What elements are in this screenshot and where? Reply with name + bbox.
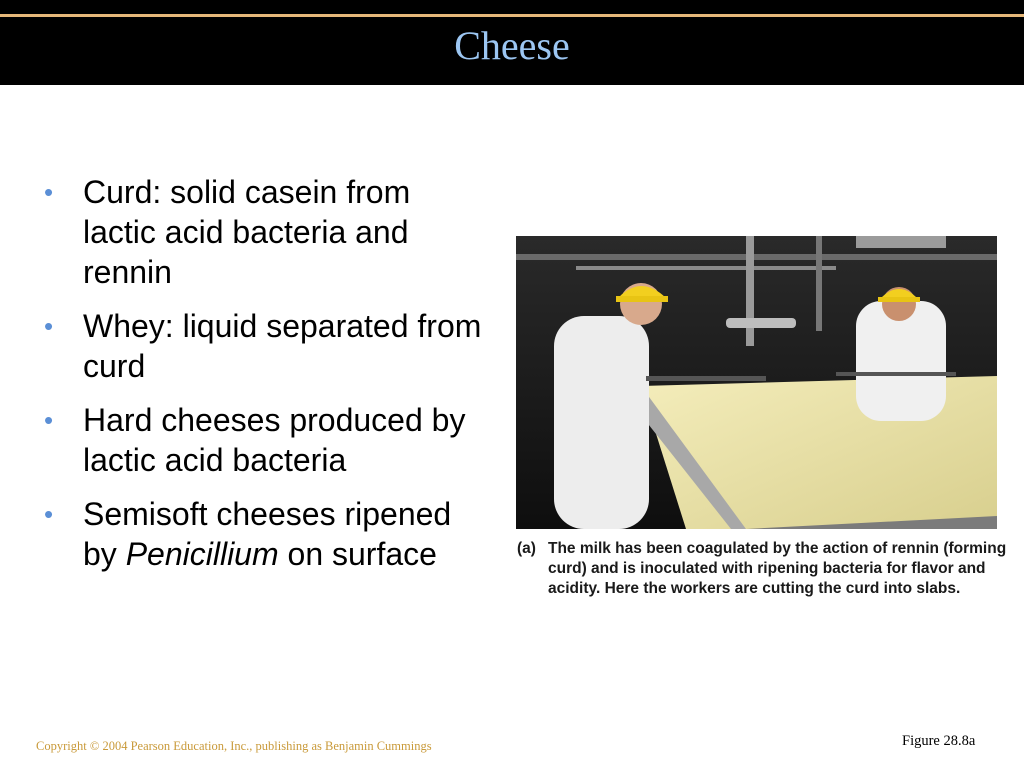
bullet-text-start: Semisoft cheeses ripened by	[83, 496, 452, 572]
cheese-vat-photo	[516, 236, 997, 529]
bullet-list	[42, 172, 482, 588]
title-accent-rule	[0, 14, 1024, 17]
bullet-item	[42, 494, 482, 574]
bullet-dot-icon: •	[44, 499, 54, 529]
bullet-item	[42, 306, 482, 386]
bullet-text: Curd: solid casein from lactic acid bacteria and rennin	[83, 174, 411, 290]
bullet-text: Whey: liquid separated from curd	[83, 308, 482, 384]
title-bar	[0, 0, 1024, 85]
caption-tag: (a)	[517, 540, 536, 557]
bullet-dot-icon: •	[44, 311, 54, 341]
bullet-text-italic: Penicillium	[125, 536, 279, 572]
slide-title: Cheese	[454, 23, 570, 68]
bullet-item	[42, 400, 482, 480]
bullet-text: Hard cheeses produced by lactic acid bacteria	[83, 402, 466, 478]
bullet-text-end: on surface	[278, 536, 437, 572]
figure-caption	[517, 539, 1012, 599]
copyright-notice: Copyright © 2004 Pearson Education, Inc., publishing as Benjamin Cummings	[36, 739, 432, 753]
figure-reference: Figure 28.8a	[902, 733, 976, 749]
caption-text: The milk has been coagulated by the action of rennin (forming curd) and is inoculated with ripening bacteria for flavor and acidity. Here the workers are cutting the curd into slabs.	[548, 540, 1007, 597]
bullet-item	[42, 172, 482, 292]
bullet-dot-icon: •	[44, 177, 54, 207]
bullet-dot-icon: •	[44, 405, 54, 435]
